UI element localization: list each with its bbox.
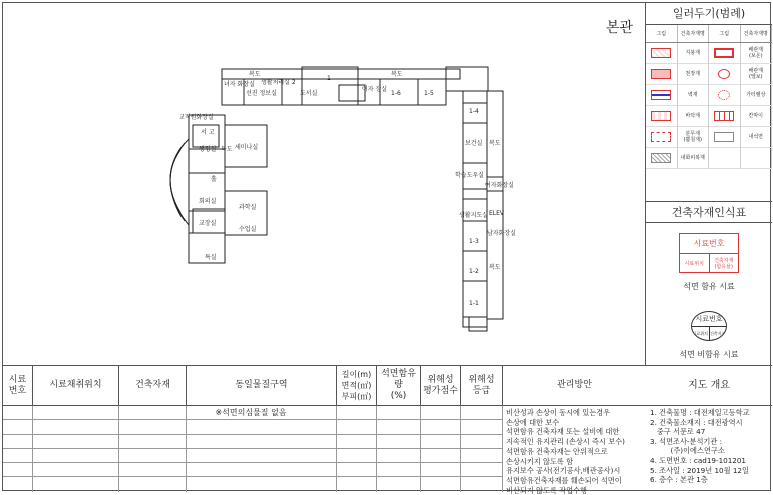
col-header: 관리방안 (557, 380, 592, 390)
legend-label: 가터렐상 (741, 85, 773, 106)
floor-plan-drawing (3, 3, 646, 365)
room-label: 도서실 (300, 90, 318, 97)
room-label: 홀 (211, 176, 217, 183)
overview-line: 2. 건축물소재지 : 대전광역시 (650, 417, 743, 427)
sign-top: 시료번호 (680, 234, 738, 254)
table-row (3, 449, 503, 463)
room-label: 선진 정보실 (246, 90, 277, 97)
sign-left: 시료위치 (692, 327, 710, 341)
wall-swatch (651, 90, 671, 100)
room-label: 1-2 (469, 268, 479, 275)
room-label: 회의실 (199, 198, 217, 205)
management-line: 유지보수 공사(전기공사,배관공사)시 (506, 466, 621, 476)
management-line: 석면함유 건축자재 또는 설비에 대한 (506, 427, 620, 437)
legend-label: 내화피복재 (678, 148, 710, 169)
overview-line: 3. 석면조사-분석기관 : (650, 436, 722, 446)
management-plan (503, 406, 646, 495)
non-asbestos-caption: 석면 비함유 시료 (679, 350, 739, 359)
overview-line: 6. 층수 : 본관 1층 (650, 475, 708, 485)
room-label: 학습도우실 (455, 172, 484, 179)
room-label: 복도 (489, 264, 501, 271)
room-label: 보건실 (465, 140, 483, 147)
room-label: 1-4 (469, 108, 479, 115)
table-body (3, 406, 503, 492)
overview-line: (주)이에스연구소 (650, 446, 725, 456)
signs-title: 건축자재인식표 (646, 201, 772, 223)
sign-right: 건축자재 (함유율) (714, 257, 734, 270)
legend-header-cell: 그림 (646, 25, 678, 42)
floor-swatch (651, 111, 671, 121)
room-label: 교장실 (199, 220, 217, 227)
fireproof-swatch (651, 153, 671, 163)
room-label: 1 (327, 75, 331, 82)
ceiling-swatch (651, 69, 671, 79)
room-label: 교직원화장실 (179, 114, 214, 121)
drawing-sheet (2, 2, 771, 495)
room-label: 복도 (489, 140, 501, 147)
legend-label: 배관재 (보온) (741, 43, 773, 64)
room-label: 생활처리실 2 (261, 79, 296, 86)
room-label: 녀자 화장실 (224, 81, 255, 88)
management-line: 지속적인 유지관리 (손상시 즉시 보수) (506, 437, 625, 447)
table-row (3, 420, 503, 434)
legend-header (646, 25, 772, 43)
room-label: 세미나실 (235, 144, 259, 151)
sign-left: 시료위치 (680, 254, 710, 273)
overview-line: 4. 도면번호 : cad19-101201 (650, 455, 747, 465)
room-label: 특실 (205, 254, 217, 261)
room-label: 과학실 (239, 204, 257, 211)
asbestos-caption: 석면 함유 시료 (683, 282, 735, 291)
table-row (3, 463, 503, 477)
room-label: 1-1 (469, 300, 479, 307)
non-asbestos-sample-sign (691, 311, 727, 341)
legend-header-cell: 그림 (709, 25, 741, 42)
floor-plan (3, 3, 646, 365)
legend-grid (646, 43, 772, 169)
management-line: 석면함유건축자재를 훼손되어 석면이 (506, 475, 622, 485)
room-label: 복도 (221, 146, 233, 153)
legend-label: 배관재 (엘보) (741, 64, 773, 85)
spray-swatch (651, 132, 671, 142)
sign-right: 건축자재 (710, 331, 726, 336)
sample-table (3, 365, 646, 495)
room-label: 1-6 (391, 90, 401, 97)
management-line: 손상에 대한 보수 (506, 417, 560, 427)
room-label: 수업실 (239, 226, 257, 233)
management-line: 손상시키지 않도록 함 (506, 456, 574, 466)
overview-title: 지도 개요 (646, 366, 772, 406)
legend-label: 천장재 (678, 64, 710, 85)
management-line: 비산되지 않도록 작업수행 (506, 485, 587, 495)
overview-line: 5. 조사일 : 2019년 10월 12일 (650, 465, 749, 475)
roof-swatch (651, 48, 671, 58)
gasket-swatch (718, 90, 730, 100)
partition-swatch (714, 111, 734, 121)
col-header: 시료 번호 (3, 366, 33, 405)
management-line: 비산성과 손상이 동시에 있는경우 (506, 408, 611, 417)
table-row (3, 435, 503, 449)
col-header: 동일물질구역 (187, 366, 337, 405)
legend-label: 내석면 (741, 127, 773, 148)
room-label: 서 고 (201, 129, 215, 136)
room-label: 남자화장실 (487, 230, 516, 237)
col-header: 건축자재 (119, 366, 187, 405)
room-label: 여자화장실 (485, 182, 514, 189)
legend-label: 지붕재 (678, 43, 710, 64)
col-header: 석면함유량 (%) (377, 366, 421, 405)
no-suspect-note: ※석면의심물질 없음 (215, 408, 287, 417)
legend-label (741, 148, 773, 169)
management-line: 석면함유 건축자재는 안위적으로 (506, 446, 608, 456)
table-header (3, 366, 646, 406)
asbestos-sample-sign (679, 233, 739, 273)
col-header: 시료채취위치 (33, 366, 119, 405)
room-label: 생활지도실 (459, 212, 488, 219)
legend-header-cell: 건축자재명 (678, 25, 710, 42)
table-row (3, 477, 503, 491)
pipe-elbow-swatch (718, 69, 730, 79)
col-header: 길이(m) 면적(㎡) 부피(㎥) (337, 366, 377, 405)
room-label: ELEV (489, 210, 505, 217)
sign-top: 시료번호 (692, 312, 726, 327)
overview-panel (646, 365, 772, 492)
legend-title: 일러두기(범례) (646, 3, 772, 25)
overview-line: 1. 건축물명 : 대전제일고등학교 (650, 408, 750, 417)
room-label: 1-3 (469, 238, 479, 245)
room-label: 여자 장실 (362, 86, 388, 93)
col-header: 위해성 평가점수 (421, 366, 461, 405)
legend-label: 벽재 (678, 85, 710, 106)
pipe-insulation-swatch (714, 48, 734, 58)
room-label: 1-5 (424, 90, 434, 97)
overview-line: 중구 서문로 47 (650, 427, 706, 437)
room-label: 복도 (249, 71, 261, 78)
room-label: 복도 (391, 71, 403, 78)
legend-label: 바닥재 (678, 106, 710, 127)
col-header: 위해성 등급 (461, 366, 503, 405)
legend-header-cell: 건축자재명 (741, 25, 773, 42)
plan-title: 본관 (606, 20, 634, 36)
room-label: 행정실 (199, 146, 217, 153)
non-asbestos-swatch (714, 132, 734, 142)
legend-label: 분무재 (뿜칠재) (678, 127, 710, 148)
legend-panel (646, 3, 772, 365)
legend-label: 칸막이 (741, 106, 773, 127)
